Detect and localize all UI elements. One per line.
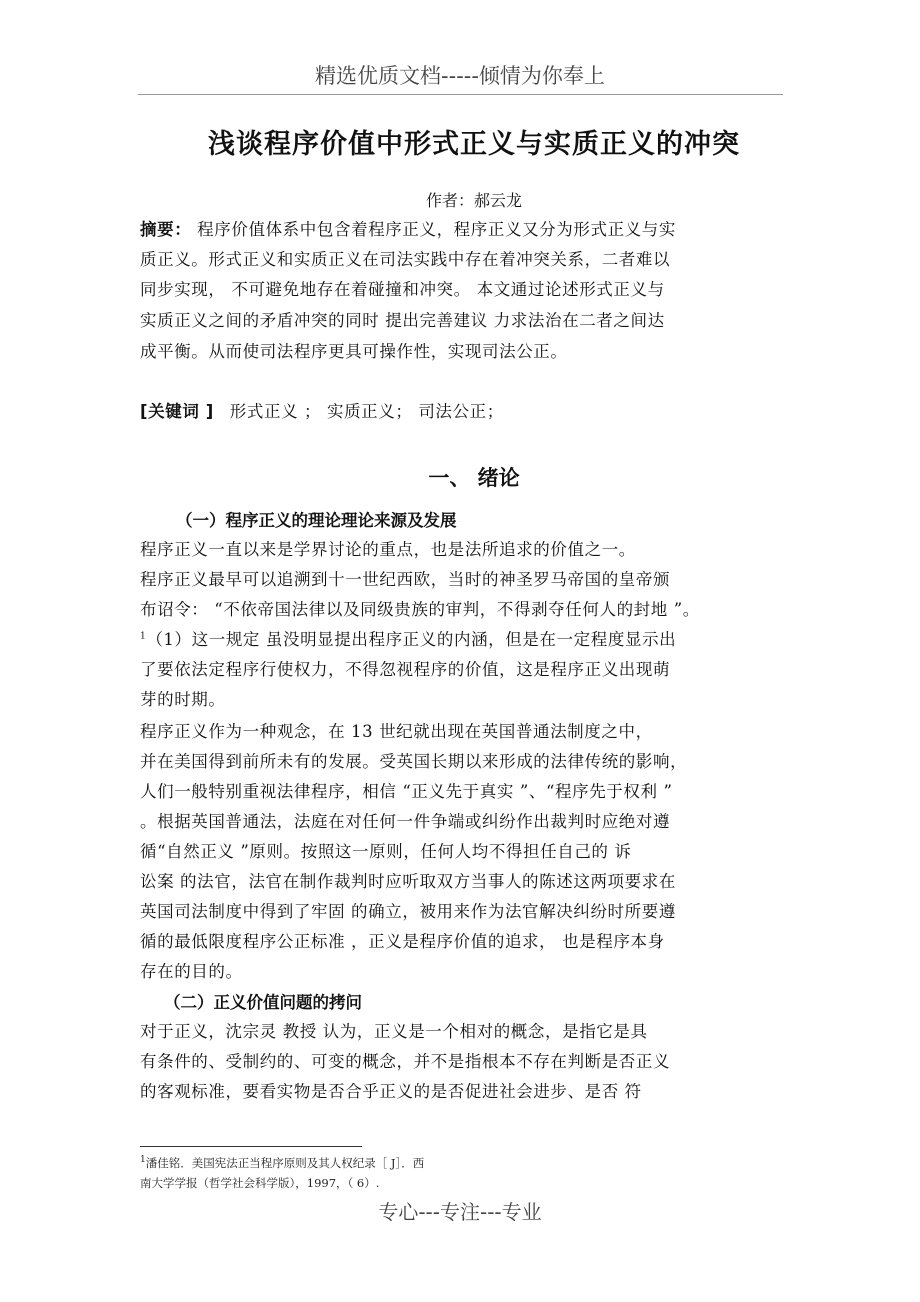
body-line: 对于正义，沈宗灵 教授 认为，正义是一个相对的概念，是指它是具 [140, 1022, 648, 1041]
body-line: 了要依法定程序行使权力，不得忽视程序的价值，这是程序正义出现萌 [140, 660, 671, 679]
page-footer-text: 专心---专注---专业 [378, 1200, 542, 1224]
body-line: 讼案 的法官，法官在制作裁判时应听取双方当事人的陈述这两项要求在 [140, 872, 676, 891]
body-line: 的客观标准，要看实物是否合乎正义的是否促进社会进步、是否 符 [140, 1082, 642, 1101]
abstract-line-2: 质正义。形式正义和实质正义在司法实践中存在着冲突关系，二者难以 [140, 250, 671, 269]
abstract-line-3: 同步实现， 不可避免地存在着碰撞和冲突。 本文通过论述形式正义与 [140, 280, 665, 299]
body-line: 布诏令： “不依帝国法律以及同级贵族的审判，不得剥夺任何人的封地 ”。 [140, 600, 700, 619]
body-line: 程序正义最早可以追溯到十一世纪西欧，当时的神圣罗马帝国的皇帝颁 [140, 570, 671, 589]
footnote-reference: 1 [140, 631, 147, 642]
body-line: 芽的时期。 [140, 690, 226, 709]
document-title: 浅谈程序价值中形式正义与实质正义的冲突 [208, 129, 740, 160]
keywords-label: [关键词 ] [140, 402, 214, 421]
subsection-heading-1: （一）程序正义的理论理论来源及发展 [176, 511, 457, 530]
body-line: 人们一般特别重视法律程序，相信 “正义先于真实 ”、“程序先于权利 ” [140, 782, 673, 801]
abstract-label: 摘要： [140, 220, 192, 239]
footnote-divider [140, 1146, 362, 1147]
keywords-line [140, 398, 504, 422]
page-header-text: 精选优质文档-----倾情为你奉上 [315, 64, 605, 88]
footnote-line-2: 南大学学报（哲学社会科学版），1997，（ 6）. [140, 1176, 380, 1190]
body-line: 存在的目的。 [140, 962, 243, 981]
abstract-line-4: 实质正义之间的矛盾冲突的同时 提出完善建议 力求法治在二者之间达 [140, 311, 665, 330]
keywords-text: 形式正义 ； 实质正义； 司法公正； [229, 402, 504, 421]
footnote-line-1: $^1$潘佳铭．美国宪法正当程序原则及其人权纪录［ J］．西 [140, 1155, 425, 1170]
abstract-line-5: 成平衡。从而使司法程序更具可操作性，实现司法公正。 [140, 342, 568, 361]
body-line: $^1$（1）这一规定 虽没明显提出程序正义的内涵，但是在一定程度显示出 [140, 630, 677, 649]
body-line: 程序正义作为一种观念，在 13 世纪就出现在英国普通法制度之中， [140, 722, 653, 741]
body-line: 程序正义一直以来是学界讨论的重点，也是法所追求的价值之一。 [140, 540, 636, 559]
body-line: 并在美国得到前所未有的发展。受英国长期以来形成的法律传统的影响， [140, 752, 688, 771]
abstract-line-1: 摘要： 程序价值体系中包含着程序正义，程序正义又分为形式正义与实 [140, 220, 676, 239]
body-line: 。根据英国普通法，法庭在对任何一件争端或纠纷作出裁判时应绝对遵 [140, 812, 671, 831]
body-line: 循的最低限度程序公正标准 ，正义是程序价值的追求， 也是程序本身 [140, 932, 665, 951]
header-divider [138, 94, 783, 95]
body-line: 循“自然正义 ”原则。按照这一原则，任何人均不得担任自己的 诉 [140, 842, 632, 861]
subsection-heading-2: （二）正义价值问题的拷问 [164, 993, 362, 1012]
footnote-mark: 1 [140, 1155, 146, 1166]
body-line: 英国司法制度中得到了牢固 的确立，被用来作为法官解决纠纷时所要遵 [140, 902, 676, 921]
body-line: 有条件的、受制约的、可变的概念，并不是指根本不存在判断是否正义 [140, 1052, 671, 1071]
section-heading: 一、 绪论 [428, 466, 520, 490]
author-line: 作者：郝云龙 [425, 191, 522, 210]
